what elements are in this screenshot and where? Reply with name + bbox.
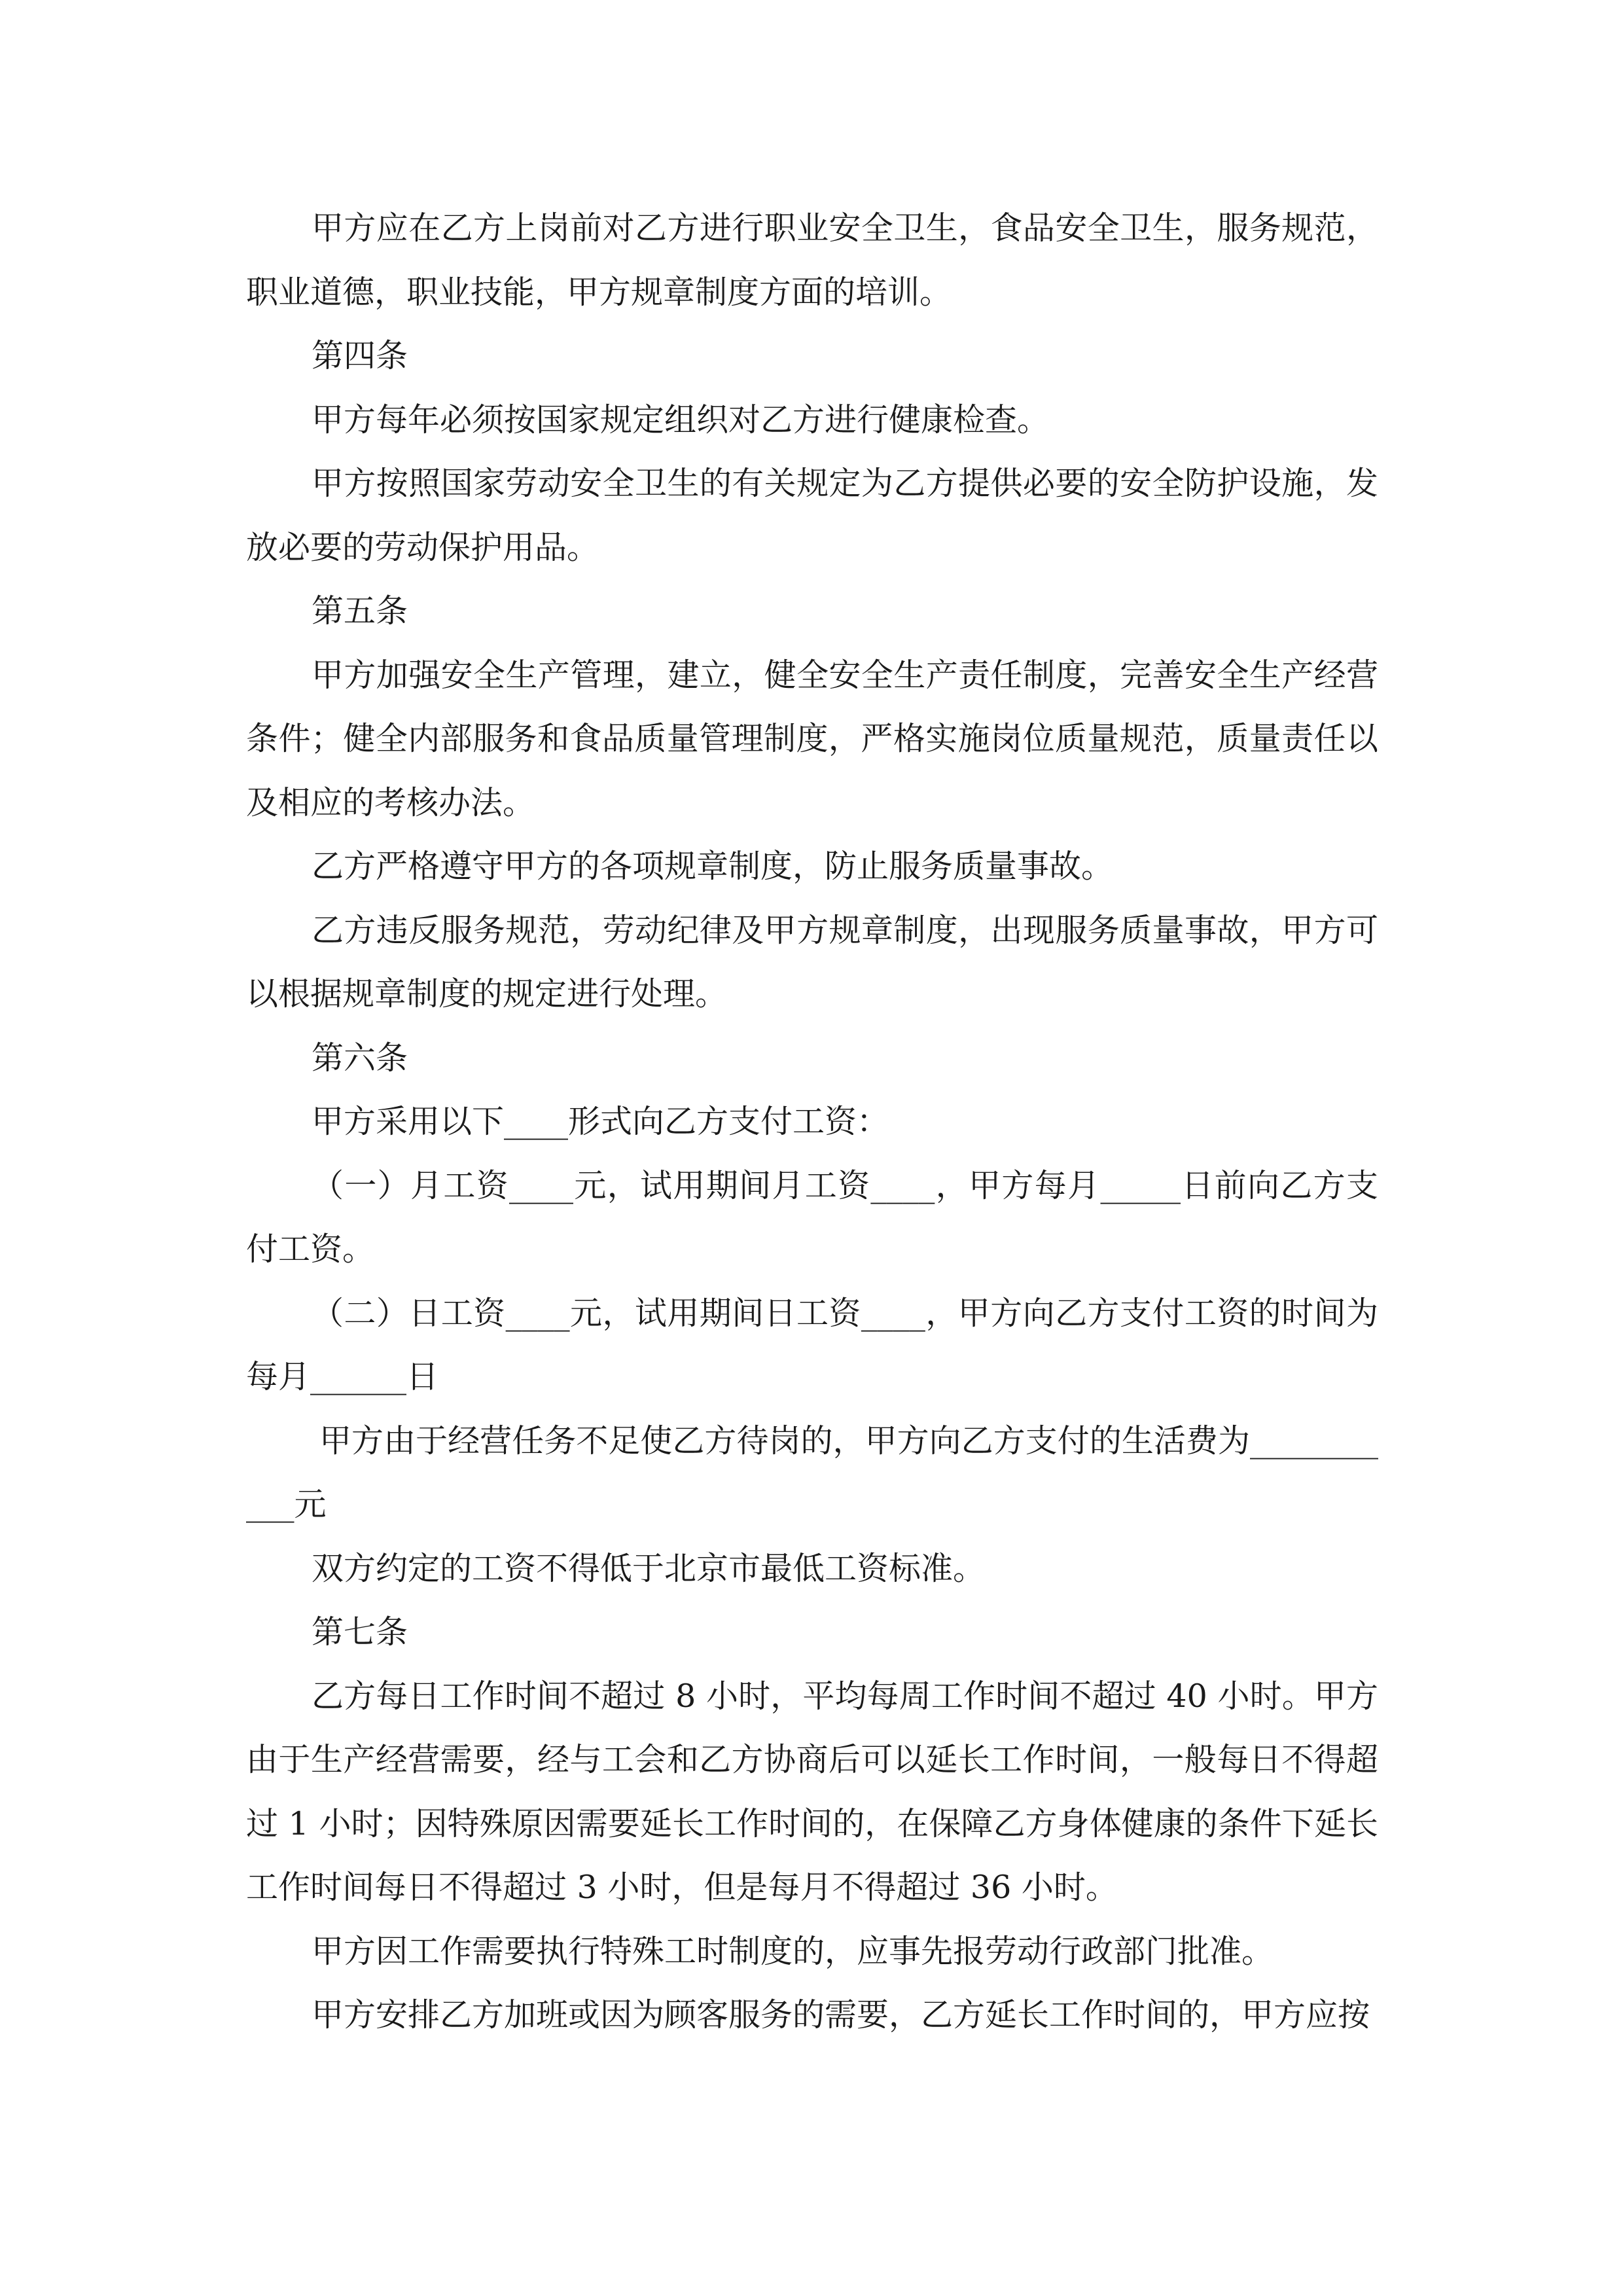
paragraph-standby-allowance: 甲方由于经营任务不足使乙方待岗的，甲方向乙方支付的生活费为___________元	[246, 1422, 1378, 1523]
document-body	[246, 196, 1378, 2047]
article-6-heading: 第六条	[312, 1039, 408, 1077]
paragraph-training: 甲方应在乙方上岗前对乙方进行职业安全卫生，食品安全卫生，服务规范，职业道德，职业技能，甲方规章制度方面的培训。	[246, 209, 1378, 311]
paragraph-health-check: 甲方每年必须按国家规定组织对乙方进行健康检查。	[312, 401, 1050, 439]
paragraph-compliance: 乙方严格遵守甲方的各项规章制度，防止服务质量事故。	[312, 848, 1114, 885]
paragraph-violation: 乙方违反服务规范，劳动纪律及甲方规章制度，出现服务质量事故，甲方可以根据规章制度的规定进行处理。	[246, 911, 1378, 1013]
paragraph-safety-management: 甲方加强安全生产管理，建立，健全安全生产责任制度，完善安全生产经营条件；健全内部服务和食品质量管理制度，严格实施岗位质量规范，质量责任以及相应的考核办法。	[246, 656, 1378, 821]
article-4-heading: 第四条	[312, 337, 408, 374]
article-7-heading: 第七条	[312, 1613, 408, 1651]
paragraph-minimum-wage: 双方约定的工资不得低于北京市最低工资标准。	[312, 1549, 986, 1587]
paragraph-working-hours: 乙方每日工作时间不超过 8 小时，平均每周工作时间不超过 40 小时。甲方由于生产经营需要，经与工会和乙方协商后可以延长工作时间，一般每日不得超过 1 小时；因特殊原因需要延长工作时间的，在保障乙方身体健康的条件下延长工作时间每日不得超过 3 小时，但是每月不得超过 36 小时。	[246, 1677, 1378, 1906]
paragraph-overtime: 甲方安排乙方加班或因为顾客服务的需要，乙方延长工作时间的，甲方应按	[312, 1996, 1370, 2034]
paragraph-daily-wage: （二）日工资____元，试用期间日工资____，甲方向乙方支付工资的时间为每月______日	[246, 1294, 1378, 1395]
paragraph-special-hours: 甲方因工作需要执行特殊工时制度的，应事先报劳动行政部门批准。	[312, 1932, 1274, 1970]
article-5-heading: 第五条	[312, 592, 408, 630]
paragraph-wage-form: 甲方采用以下____形式向乙方支付工资：	[312, 1103, 889, 1140]
paragraph-protection: 甲方按照国家劳动安全卫生的有关规定为乙方提供必要的安全防护设施，发放必要的劳动保护用品。	[246, 465, 1378, 566]
paragraph-monthly-wage: （一）月工资____元，试用期间月工资____，甲方每月_____日前向乙方支付工资。	[246, 1166, 1378, 1268]
